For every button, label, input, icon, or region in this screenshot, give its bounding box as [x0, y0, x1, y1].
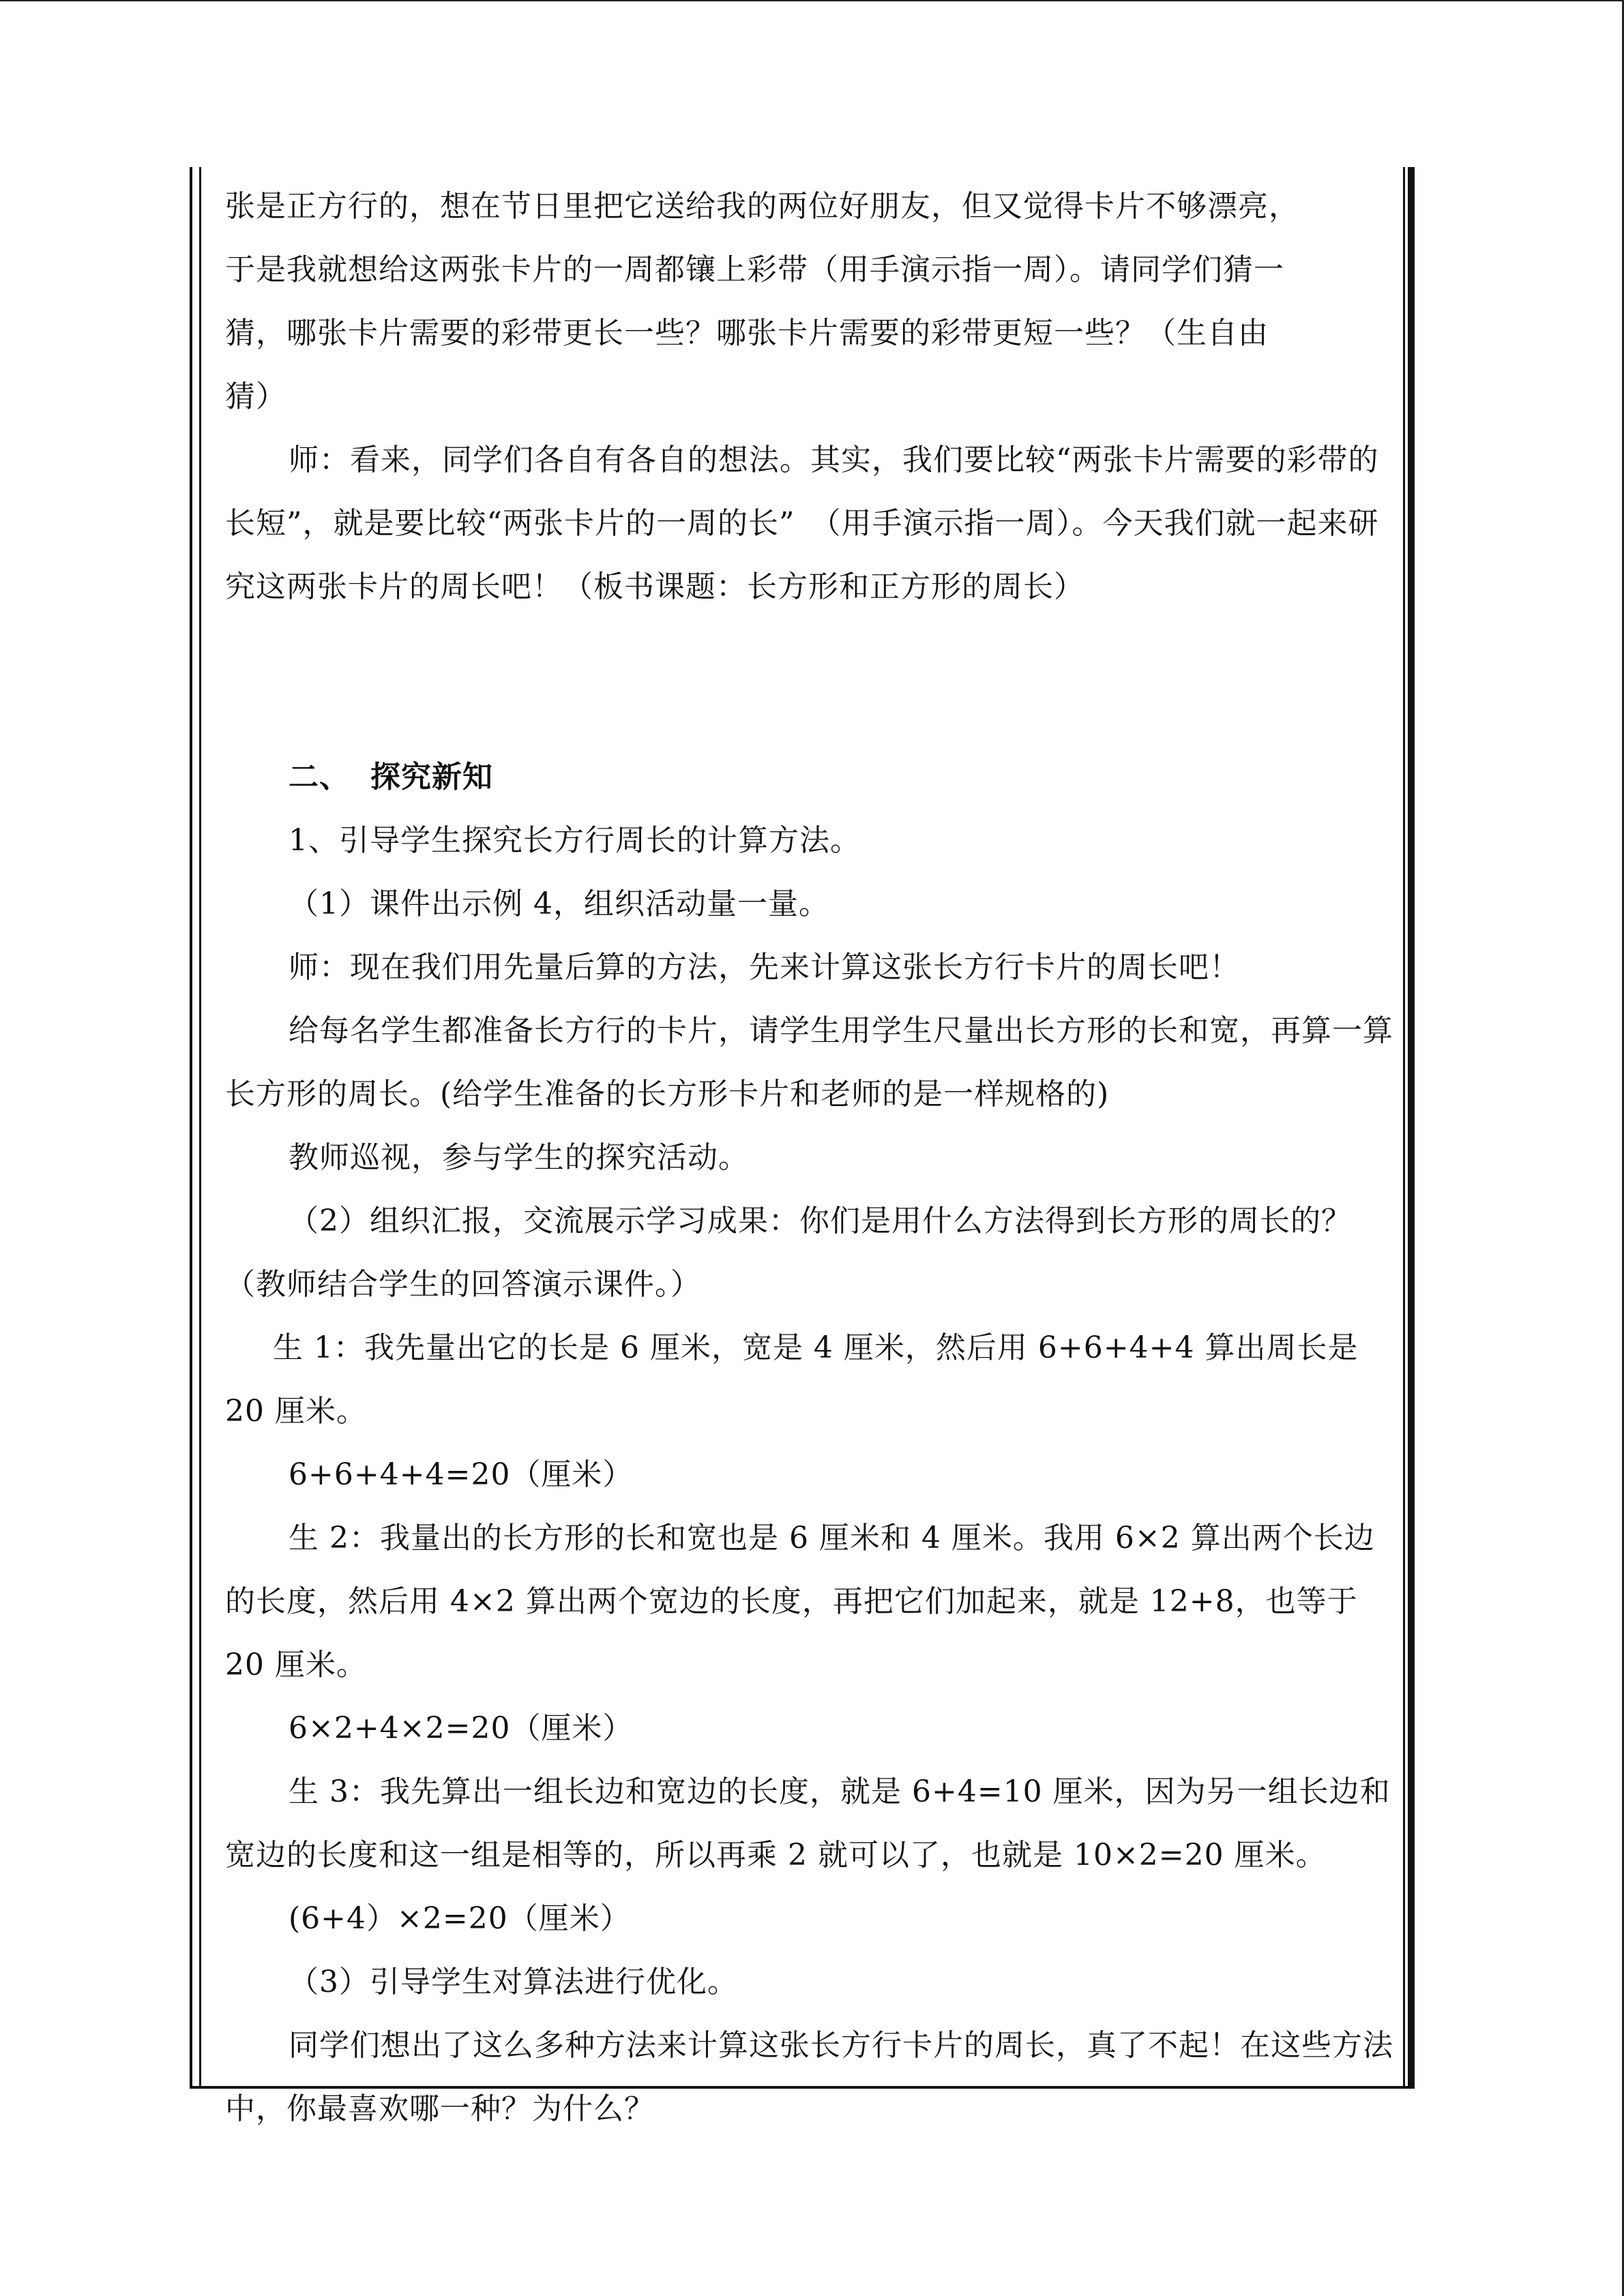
intro-line-4: 猜） [225, 379, 286, 414]
intro-line-2: 于是我就想给这两张卡片的一周都镶上彩带（用手演示指一周）。请同学们猜一 [225, 252, 1284, 287]
frame-right-inner-line [1403, 167, 1405, 2089]
frame-left-outer-line [190, 167, 192, 2089]
section-heading [225, 745, 1396, 809]
closing-paragraph: 同学们想出了这么多种方法来计算这张长方行卡片的周长，真了不起！在这些方法中，你最喜欢哪一种？为什么？ [225, 2028, 1393, 2126]
section-title: 探究新知 [370, 760, 493, 794]
step-1-2: （2）组织汇报，交流展示学习成果：你们是用什么方法得到长方形的周长的？（教师结合学生的回答演示课件。） [225, 1204, 1352, 1302]
step-1-1: （1）课件出示例 4，组织活动量一量。 [289, 886, 829, 921]
student-2-answer: 生 2：我量出的长方形的长和宽也是 6 厘米和 4 厘米。我用 6×2 算出两个长边的长度，然后用 4×2 算出两个宽边的长度，再把它们加起来，就是 12+8，也等于 20 厘米。 [225, 1521, 1375, 1682]
student-3-answer: 生 3：我先算出一组长边和宽边的长度，就是 6+4=10 厘米，因为另一组长边和宽边的长度和这一组是相等的，所以再乘 2 就可以了，也就是 10×2=20 厘米。 [225, 1774, 1391, 1873]
student-1-answer: 生 1：我先量出它的长是 6 厘米，宽是 4 厘米，然后用 6+6+4+4 算出周长是 20 厘米。 [225, 1330, 1359, 1429]
prepare-paragraph: 给每名学生都准备长方行的卡片，请学生用学生尺量出长方形的长和宽，再算一算长方形的周长。(给学生准备的长方形卡片和老师的是一样规格的) [225, 1013, 1393, 1112]
frame-right-outer-line [1408, 167, 1415, 2089]
step-1: 1、引导学生探究长方行周长的计算方法。 [289, 823, 861, 858]
section-number: 二、 [289, 760, 350, 794]
step-1-3: （3）引导学生对算法进行优化。 [289, 1965, 738, 1999]
intro-line-3: 猜，哪张卡片需要的彩带更长一些？哪张卡片需要的彩带更短一些？（生自由 [225, 316, 1269, 351]
page-top-edge [0, 0, 1624, 1]
teacher-paragraph: 师：看来，同学们各自有各自的想法。其实，我们要比较“两张卡片需要的彩带的长短”，就是要比较“两张卡片的一周的长” （用手演示指一周）。今天我们就一起来研究这两张卡片的周长吧！（板书课题：长方形和正方形的周长） [225, 443, 1379, 604]
frame-left-inner-line [199, 167, 201, 2089]
formula-1: 6+6+4+4=20（厘米） [289, 1457, 634, 1492]
intro-line-1: 张是正方行的，想在节日里把它送给我的两位好朋友，但又觉得卡片不够漂亮， [225, 189, 1299, 224]
patrol-paragraph: 教师巡视，参与学生的探究活动。 [289, 1140, 749, 1175]
paragraph-gap [225, 618, 1396, 745]
formula-2: 6×2+4×2=20（厘米） [289, 1711, 634, 1746]
formula-3: (6+4）×2=20（厘米） [289, 1901, 631, 1936]
teacher-instruction: 师：现在我们用先量后算的方法，先来计算这张长方行卡片的周长吧！ [289, 950, 1240, 985]
document-body [225, 175, 1396, 2141]
